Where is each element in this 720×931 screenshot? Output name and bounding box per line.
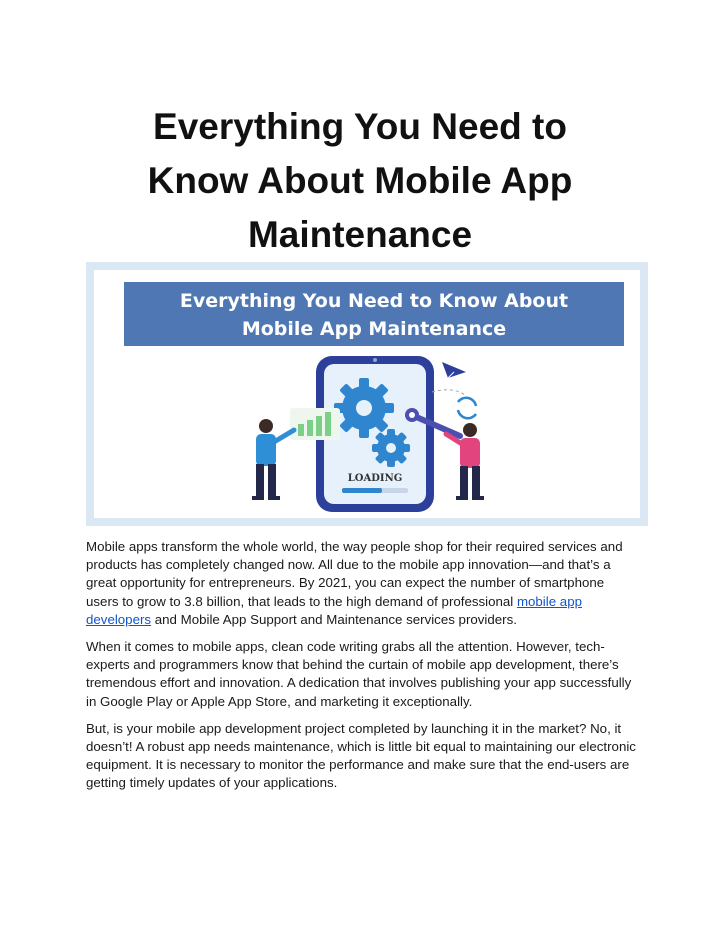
- paragraph-1: [86, 538, 636, 629]
- hero-image: [86, 262, 648, 526]
- title-line-3: Maintenance: [247, 214, 473, 255]
- paragraph-1-text: Mobile apps transform the whole world, the way people shop for their required services and products has completely changed now. All due to the mobile app innovation—and that’s a great opportunity for entrepreneurs. By 2021, you can expect the number of smartphone users to grow to 3.8 billion, that leads to the high demand of professional: [86, 539, 623, 609]
- title-line-1: Everything You Need to: [153, 106, 567, 147]
- mobile-app-developers-link[interactable]: mobile app developers: [86, 593, 582, 627]
- page-title: [60, 100, 660, 262]
- article-body: [86, 538, 636, 802]
- loading-bar-fill: [342, 488, 382, 493]
- loading-label: LOADING: [347, 473, 403, 484]
- banner-line-2: Mobile App Maintenance: [241, 318, 507, 340]
- bar-chart-icon: [290, 408, 340, 440]
- paper-plane-icon: [442, 362, 466, 378]
- paragraph-2: When it comes to mobile apps, clean code writing grabs all the attention. However, tech-experts and programmers know that behind the curtain of mobile app development, there’s tremendous effort and innovation. A dedication that involves publishing your app successfully in Google Play or Apple App Store, and marketing it exceptionally.: [86, 639, 632, 709]
- large-gear-icon: [334, 378, 394, 438]
- refresh-icon: [458, 398, 476, 418]
- small-gear-icon: [372, 429, 410, 467]
- person-left-icon: [252, 419, 294, 500]
- maintenance-illustration: [94, 350, 640, 518]
- paragraph-3: But, is your mobile app development project completed by launching it in the market? No, it doesn’t! A robust app needs maintenance, which is little bit equal to maintaining our electronic equipment. It is necessary to monitor the performance and make sure that the end-users are getting timely updates of your applications.: [86, 720, 636, 791]
- hero-image-inner: [94, 270, 640, 518]
- banner-line-1: Everything You Need to Know About: [179, 290, 569, 312]
- title-line-2: Know About Mobile App: [147, 160, 573, 201]
- paragraph-1-text-end: and Mobile App Support and Maintenance services providers.: [151, 611, 517, 627]
- hero-banner: [124, 282, 624, 346]
